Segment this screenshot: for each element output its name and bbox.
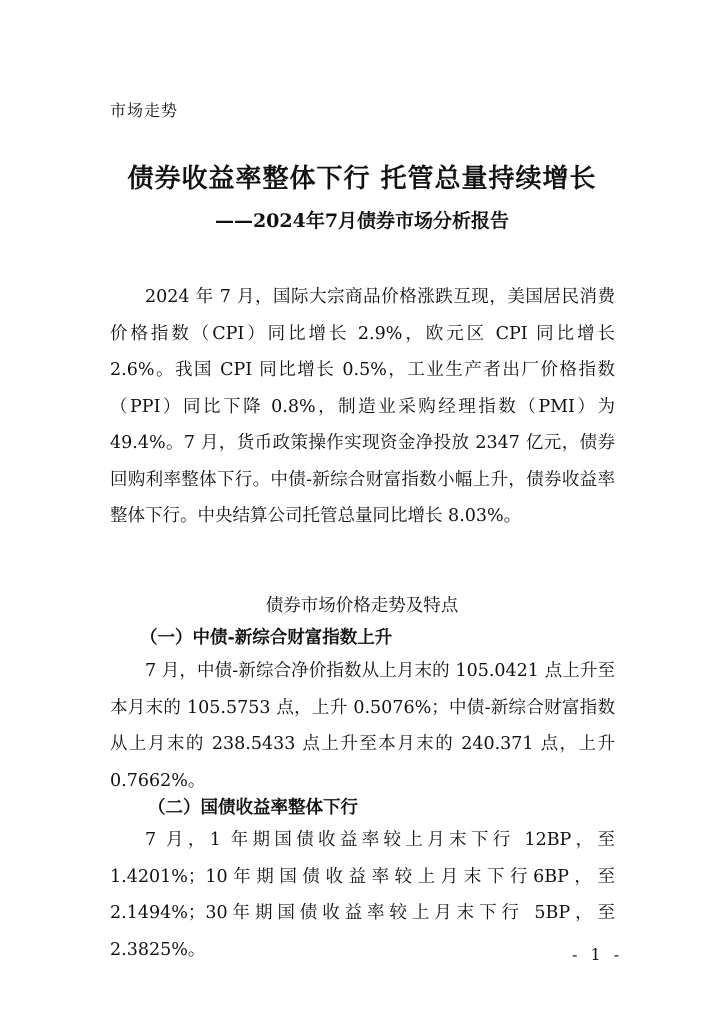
page-number: - 1 - [572, 945, 624, 964]
section-heading: 债券市场价格走势及特点 [265, 596, 459, 616]
subsection-heading-1: （一）中债-新综合财富指数上升 [140, 628, 393, 648]
subsection-heading-2: （二）国债收益率整体下行 [148, 798, 358, 818]
subsection-body-2: 7 月，1 年期国债收益率较上月末下行 12BP，至 1.4201%；10年期国债收益率较上月末下行6BP，至2.1494%；30年期国债收益率较上月末下行 5BP，至 2.3825%。 [110, 830, 615, 960]
section-tag: 市场走势 [110, 101, 179, 120]
document-subtitle: ——2024年7月债券市场分析报告 [214, 210, 510, 232]
document-title: 债券收益率整体下行 托管总量持续增长 [127, 164, 597, 194]
subsection-body-1: 7 月，中债-新综合净价指数从上月末的 105.0421 点上升至本月末的 105.5753 点，上升 0.5076%；中债-新综合财富指数从上月末的 238.5433 点上升至本月末的 240.371 点，上升 0.7662%。 [110, 661, 615, 791]
intro-paragraph: 2024 年 7 月，国际大宗商品价格涨跌互现，美国居民消费价格指数（CPI）同比增长 2.9%，欧元区 CPI 同比增长 2.6%。我国 CPI 同比增长 0.5%，工业生产者出厂价格指数（PPI）同比下降 0.8%，制造业采购经理指数（PMI）为 49.4%。7 月，货币政策操作实现资金净投放 2347 亿元，债券回购利率整体下行。中债-新综合财富指数小幅上升，债券收益率整体下行。中央结算公司托管总量同比增长 8.03%。 [110, 287, 615, 526]
